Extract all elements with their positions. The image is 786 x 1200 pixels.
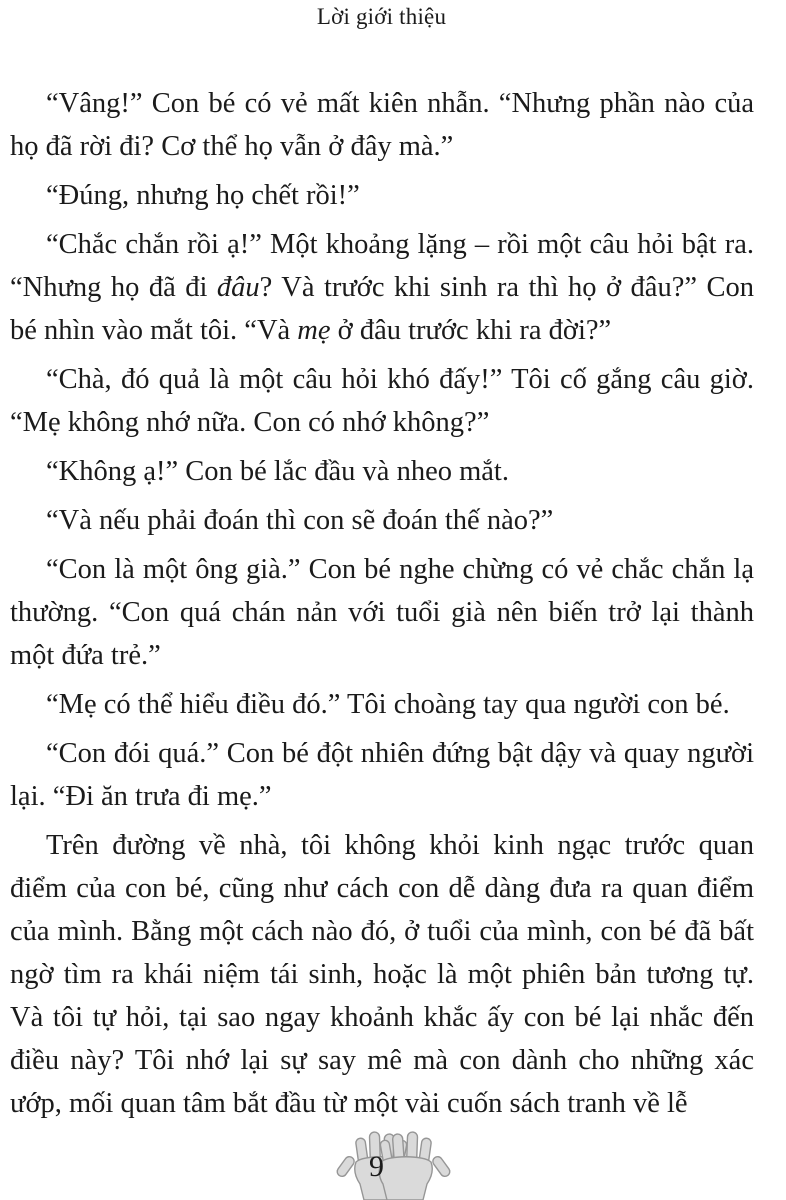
text-segment: “Chắc chắn rồi ạ!” Một khoảng lặng – rồi một câu hỏi bật ra. “Nhưng họ đã đi <box>10 229 754 303</box>
page-number-ornament <box>336 1130 451 1200</box>
paragraph <box>10 82 754 168</box>
paragraph <box>10 499 754 542</box>
paragraph <box>10 824 754 1125</box>
paragraph <box>10 548 754 677</box>
italic-text: đâu <box>216 272 260 303</box>
paragraph <box>10 450 754 493</box>
hands-icon <box>336 1130 451 1200</box>
running-header: Lời giới thiệu <box>316 4 447 29</box>
page-footer <box>0 1130 786 1200</box>
text-segment: “Chà, đó quả là một câu hỏi khó đấy!” Tôi cố gắng câu giờ. “Mẹ không nhớ nữa. Con có nhớ không?” <box>10 364 754 438</box>
text-segment: ? Và trước khi sinh ra thì họ ở đâu?” Con bé nhìn vào mắt tôi. “Và <box>10 272 754 346</box>
text-segment: “Vâng!” Con bé có vẻ mất kiên nhẫn. “Nhưng phần nào của họ đã rời đi? Cơ thể họ vẫn ở đây mà.” <box>10 88 754 162</box>
text-segment: “Mẹ có thể hiểu điều đó.” Tôi choàng tay qua người con bé. <box>46 689 730 720</box>
italic-text: mẹ <box>297 315 331 346</box>
text-content <box>10 82 754 1131</box>
paragraph <box>10 223 754 352</box>
text-segment: “Con đói quá.” Con bé đột nhiên đứng bật dậy và quay người lại. “Đi ăn trưa đi mẹ.” <box>10 738 754 812</box>
text-segment: “Đúng, nhưng họ chết rồi!” <box>46 180 360 211</box>
text-segment: “Không ạ!” Con bé lắc đầu và nheo mắt. <box>46 456 509 487</box>
paragraph <box>10 683 754 726</box>
text-segment: “Con là một ông già.” Con bé nghe chừng có vẻ chắc chắn lạ thường. “Con quá chán nản với tuổi già nên biến trở lại thành một đứa trẻ.” <box>10 554 754 671</box>
page-number: 9 <box>369 1150 384 1183</box>
paragraph <box>10 358 754 444</box>
text-segment: Trên đường về nhà, tôi không khỏi kinh ngạc trước quan điểm của con bé, cũng như cách con dễ dàng đưa ra quan điểm của mình. Bằng một cách nào đó, ở tuổi của mình, con bé đã bất ngờ tìm ra khái niệm tái sinh, hoặc là một phiên bản tương tự. Và tôi tự hỏi, tại sao ngay khoảnh khắc ấy con bé lại nhắc đến điều này? Tôi nhớ lại sự say mê mà con dành cho những xác ướp, mối quan tâm bắt đầu từ một vài cuốn sách tranh về lễ <box>10 830 754 1119</box>
text-segment: “Và nếu phải đoán thì con sẽ đoán thế nào?” <box>46 505 554 536</box>
paragraph <box>10 174 754 217</box>
paragraph <box>10 732 754 818</box>
text-segment: ở đâu trước khi ra đời?” <box>330 315 612 346</box>
